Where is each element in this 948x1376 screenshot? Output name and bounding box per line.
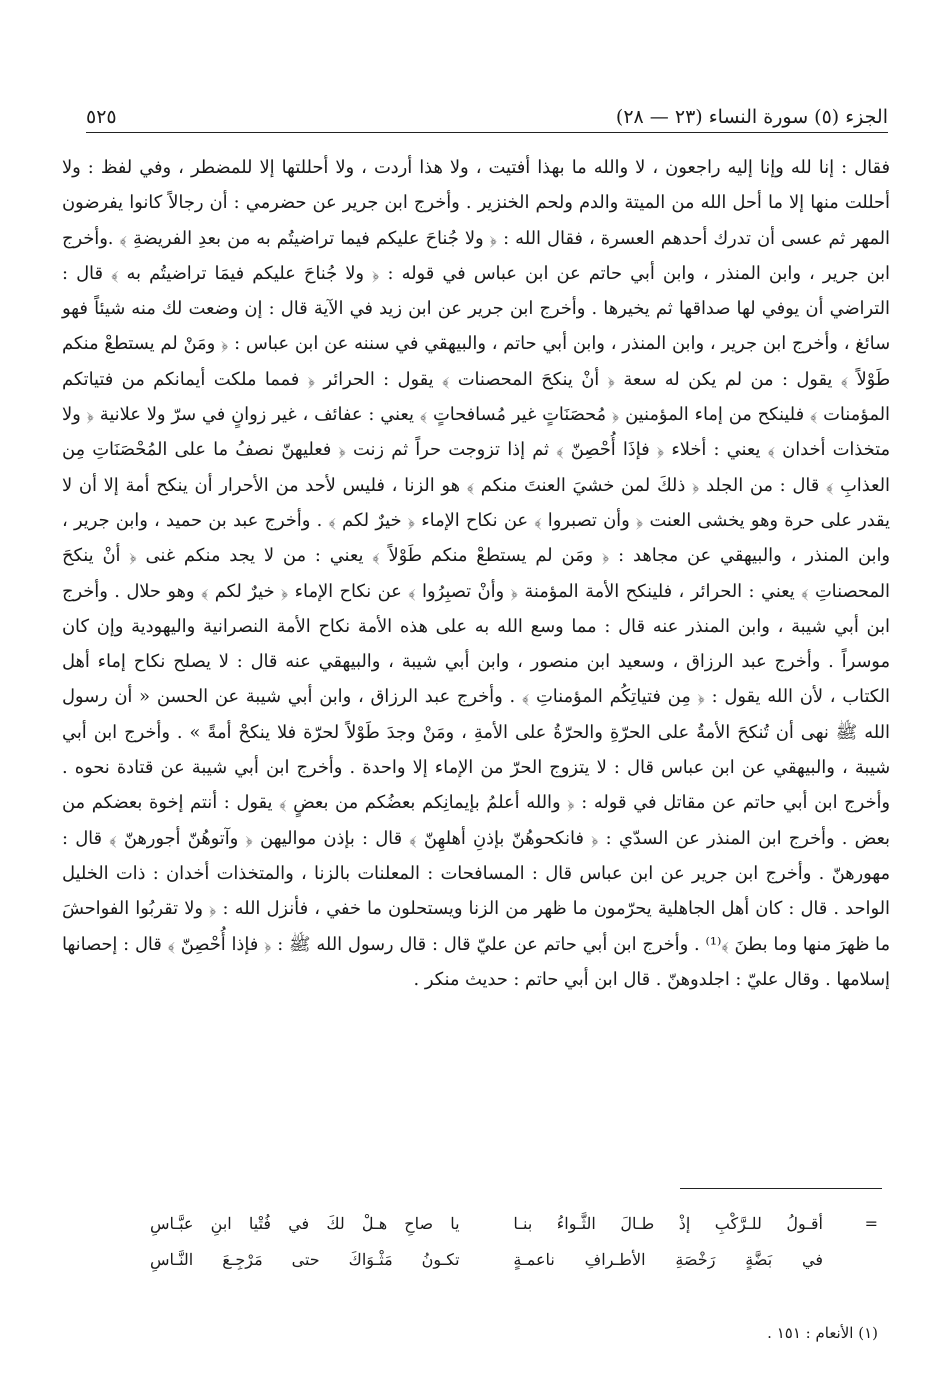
continuation-mark: = — [864, 1214, 878, 1233]
poem-line-2 — [150, 1242, 878, 1278]
poem-hemistich-2b: تكـونُ مَثْـوَاكَ حتى مَرْجِـعَ النَّـاسِ — [150, 1250, 460, 1269]
poem-line-1 — [150, 1206, 878, 1242]
running-header — [86, 92, 888, 133]
footnote-reference: (١) الأنعام : ١٥١ . — [767, 1324, 878, 1342]
poem-hemistich-2a: في بَضَّةٍ رَخْصَةِ الأطـرافِ ناعمـةٍ — [513, 1250, 823, 1269]
poem-hemistich-1a: أقـولُ للـرَّكْبِ إذْ طـالَ الثَّـواءُ بنـا — [513, 1214, 823, 1233]
page-number: ٥٢٥ — [86, 106, 117, 128]
main-text — [62, 150, 890, 997]
footnote-divider — [680, 1188, 882, 1189]
poem-hemistich-1b: يا صاحِ هـلْ لكَ في فُتْيا ابنِ عبَّـاسِ — [150, 1214, 460, 1233]
body-paragraph: فقال : إنا لله وإنا إليه راجعون ، لا والله ما بهذا أفتيت ، ولا هذا أردت ، ولا أحللتها إلا للمضطر ، وفي لفظ : ولا أحللت منها إلا ما أحل الله من الميتة والدم ولحم الخنزير . وأخرج ابن جرير عن حضرمي : أن رجالاً كانوا يفرضون المهر ثم عسى أن تدرك أحدهم العسرة ، فقال الله : ﴿ ولا جُناحَ عليكم فيما تراضيتُم به من بعدِ الفريضةِ ﴾ .وأخرج ابن جرير ، وابن المنذر ، وابن أبي حاتم عن ابن عباس في قوله : ﴿ ولا جُناحَ عليكم فيمَا تراضيتُم به ﴾ قال : التراضي أن يوفي لها صداقها ثم يخيرها . وأخرج ابن جرير عن ابن زيد في الآية قال : إن وضعت لك منه شيئاً فهو سائغ ، وأخرج ابن جرير ، وابن المنذر ، وابن أبي حاتم ، والبيهقي في سننه عن ابن عباس : ﴿ ومَنْ لم يستطعْ منكم طَوْلاً ﴾ يقول : من لم يكن له سعة ﴿ أنْ ينكحَ المحصنات ﴾ يقول : الحرائر ﴿ فمما ملكت أيمانكم من فتياتكم المؤمنات ﴾ فلينكح من إماء المؤمنين ﴿ مُحصَنَاتٍ غير مُسافحاتٍ ﴾ يعني : عفائف ، غير زوانٍ في سرّ ولا علانية ﴿ ولا متخذات أخدان ﴾ يعني : أخلاء ﴿ فإذَا أُحْصِنّ ﴾ ثم إذا تزوجت حراً ثم زنت ﴿ فعليهنّ نصفُ ما على المُحْصَنَاتِ مِن العذابِ ﴾ قال : من الجلد ﴿ ذلكَ لمن خشيَ العنتَ منكم ﴾ هو الزنا ، فليس لأحد من الأحرار أن ينكح أمة إلا أن لا يقدر على حرة وهو يخشى العنت ﴿ وأن تصبروا ﴾ عن نكاح الإماء ﴿ خيرٌ لكم ﴾ . وأخرج عبد بن حميد ، وابن جرير ، وابن المنذر ، والبيهقي عن مجاهد : ﴿ ومَن لم يستطعْ منكم طَوْلاً ﴾ يعني : من لا يجد منكم غنى ﴿ أنْ ينكحَ المحصناتِ ﴾ يعني : الحرائر ، فلينكح الأمة المؤمنة ﴿ وأنْ تصبِرُوا ﴾ عن نكاح الإماء ﴿ خيرٌ لكم ﴾ وهو حلال . وأخرج ابن أبي شيبة ، وابن المنذر عنه قال : مما وسع الله به على هذه الأمة نكاح الأمة النصرانية واليهودية وإن كان موسراً . وأخرج عبد الرزاق ، وسعيد ابن منصور ، وابن أبي شيبة ، والبيهقي عنه قال : لا يصلح نكاح إماء أهل الكتاب ، لأن الله يقول : ﴿ مِن فتياتِكُم المؤمناتِ ﴾ . وأخرج عبد الرزاق ، وابن أبي شيبة عن الحسن « أن رسول الله ﷺ نهى أن تُنكحَ الأمةُ على الحرّةِ والحرّةُ على الأمةِ ، ومَنْ وجدَ طَوْلاً لحرّة فلا ينكحْ أمةً » . وأخرج ابن أبي شيبة ، والبيهقي عن ابن عباس قال : لا يتزوج الحرّ من الإماء إلا واحدة . وأخرج ابن أبي شيبة عن قتادة نحوه . وأخرج ابن أبي حاتم عن مقاتل في قوله : ﴿ والله أعلمُ بإيمانِكم بعضُكم من بعضٍ ﴾ يقول : أنتم إخوة بعضكم من بعض . وأخرج ابن المنذر عن السدّي : ﴿ فانكحوهُنّ بإذنِ أهلهِنّ ﴾ قال : بإذن مواليهن ﴿ وآتوهُنّ أجورهنّ ﴾ قال : مهورهنّ . وأخرج ابن جرير عن ابن عباس قال : المسافحات : المعلنات بالزنا ، والمتخذات أخدان : ذات الخليل الواحد . قال : كان أهل الجاهلية يحرّمون ما ظهر من الزنا ويستحلون ما خفي ، فأنزل الله : ﴿ ولا تقربُوا الفواحشَ ما ظهرَ منها وما بطنَ ﴾⁽¹⁾ . وأخرج ابن أبي حاتم عن عليّ قال : قال رسول الله ﷺ : ﴿ فإذا أُحْصِنّ ﴾ قال : إحصانها إسلامها . وقال عليّ : اجلدوهنّ . قال ابن أبي حاتم : حديث منكر . — [62, 157, 890, 990]
header-title: الجزء (٥) سورة النساء (٢٣ — ٢٨) — [615, 106, 888, 128]
poem-footnote — [150, 1206, 878, 1278]
